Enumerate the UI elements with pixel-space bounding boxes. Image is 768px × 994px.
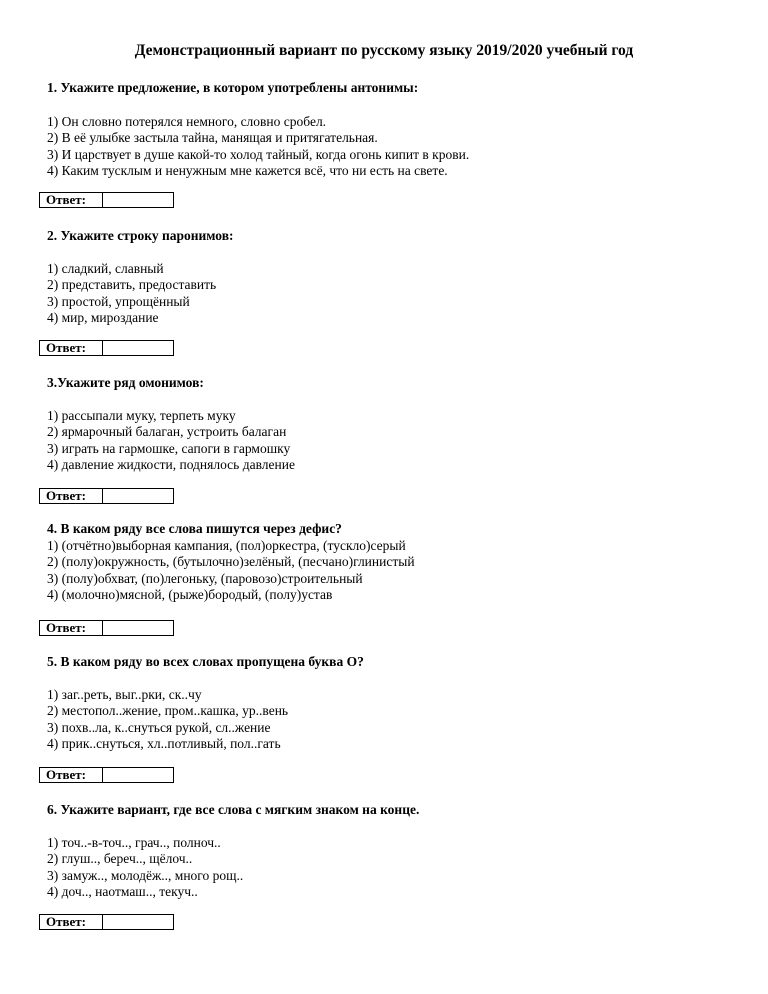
answer-label: Ответ:: [40, 768, 103, 782]
option-4: 4) (молочно)мясной, (рыже)бородый, (полу)устав: [47, 586, 333, 602]
option-4: 4) прик..снуться, хл..потливый, пол..гать: [47, 735, 281, 751]
options-list: [47, 687, 747, 752]
option-2: 2) (полу)окружность, (бутылочно)зелёный, (песчано)глинистый: [47, 554, 415, 570]
answer-field-4[interactable]: [103, 621, 173, 635]
question-3: [47, 374, 747, 473]
option-4: 4) доч.., наотмаш.., текуч..: [47, 883, 198, 899]
answer-box-2: [39, 340, 174, 356]
option-2: 2) ярмарочный балаган, устроить балаган: [47, 424, 287, 440]
answer-box-6: [39, 914, 174, 930]
answer-field-2[interactable]: [103, 341, 173, 355]
answer-field-6[interactable]: [103, 915, 173, 929]
option-2: 2) представить, предоставить: [47, 277, 217, 293]
option-1: 1) заг..реть, выг..рки, ск..чу: [47, 687, 202, 702]
answer-label: Ответ:: [40, 621, 103, 635]
option-3: 3) замуж.., молодёж.., много рощ..: [47, 867, 244, 883]
option-3: 3) И царствует в душе какой-то холод тайный, когда огонь кипит в крови.: [47, 146, 470, 162]
question-text: 6. Укажите вариант, где все слова с мягким знаком на конце.: [47, 802, 420, 817]
option-2: 2) В её улыбке застыла тайна, манящая и притягательная.: [47, 130, 378, 146]
option-3: 3) играть на гармошке, сапоги в гармошку: [47, 440, 291, 456]
answer-label: Ответ:: [40, 341, 103, 355]
options-list: [47, 261, 747, 326]
options-list: [47, 114, 747, 179]
option-1: 1) (отчётно)выборная кампания, (пол)оркестра, (тускло)серый: [47, 538, 406, 553]
option-4: 4) мир, мироздание: [47, 309, 159, 325]
answer-box-5: [39, 767, 174, 783]
answer-box-1: [39, 192, 174, 208]
options-list: [47, 538, 747, 603]
question-6: [47, 801, 747, 900]
option-1: 1) сладкий, славный: [47, 261, 164, 276]
option-4: 4) давление жидкости, поднялось давление: [47, 456, 295, 472]
question-text: 4. В каком ряду все слова пишутся через дефис?: [47, 521, 342, 536]
option-1: 1) Он словно потерялся немного, словно сробел.: [47, 114, 327, 129]
option-2: 2) глуш.., береч.., щёлоч..: [47, 851, 193, 867]
option-3: 3) простой, упрощённый: [47, 293, 190, 309]
question-5: [47, 653, 747, 752]
question-text: 1. Укажите предложение, в котором употреблены антонимы:: [47, 80, 419, 95]
answer-field-3[interactable]: [103, 489, 173, 503]
answer-label: Ответ:: [40, 193, 103, 207]
option-2: 2) местопол..жение, пром..кашка, ур..вень: [47, 703, 289, 719]
answer-box-4: [39, 620, 174, 636]
question-2: [47, 227, 747, 326]
document-title: Демонстрационный вариант по русскому языку 2019/2020 учебный год: [134, 42, 634, 59]
answer-label: Ответ:: [40, 489, 103, 503]
option-3: 3) (полу)обхват, (по)легоньку, (паровозо)строительный: [47, 570, 363, 586]
option-4: 4) Каким тусклым и ненужным мне кажется всё, что ни есть на свете.: [47, 162, 448, 178]
option-1: 1) точ..-в-точ.., грач.., полноч..: [47, 835, 221, 850]
options-list: [47, 835, 747, 900]
question-text: 2. Укажите строку паронимов:: [47, 228, 234, 243]
answer-field-1[interactable]: [103, 193, 173, 207]
answer-box-3: [39, 488, 174, 504]
option-3: 3) похв..ла, к..снуться рукой, сл..жение: [47, 719, 271, 735]
options-list: [47, 408, 747, 473]
question-1: [47, 79, 747, 179]
option-1: 1) рассыпали муку, терпеть муку: [47, 408, 236, 423]
answer-field-5[interactable]: [103, 768, 173, 782]
question-text: 3.Укажите ряд омонимов:: [47, 375, 204, 390]
answer-label: Ответ:: [40, 915, 103, 929]
question-4: [47, 520, 747, 603]
question-text: 5. В каком ряду во всех словах пропущена буква О?: [47, 654, 364, 669]
